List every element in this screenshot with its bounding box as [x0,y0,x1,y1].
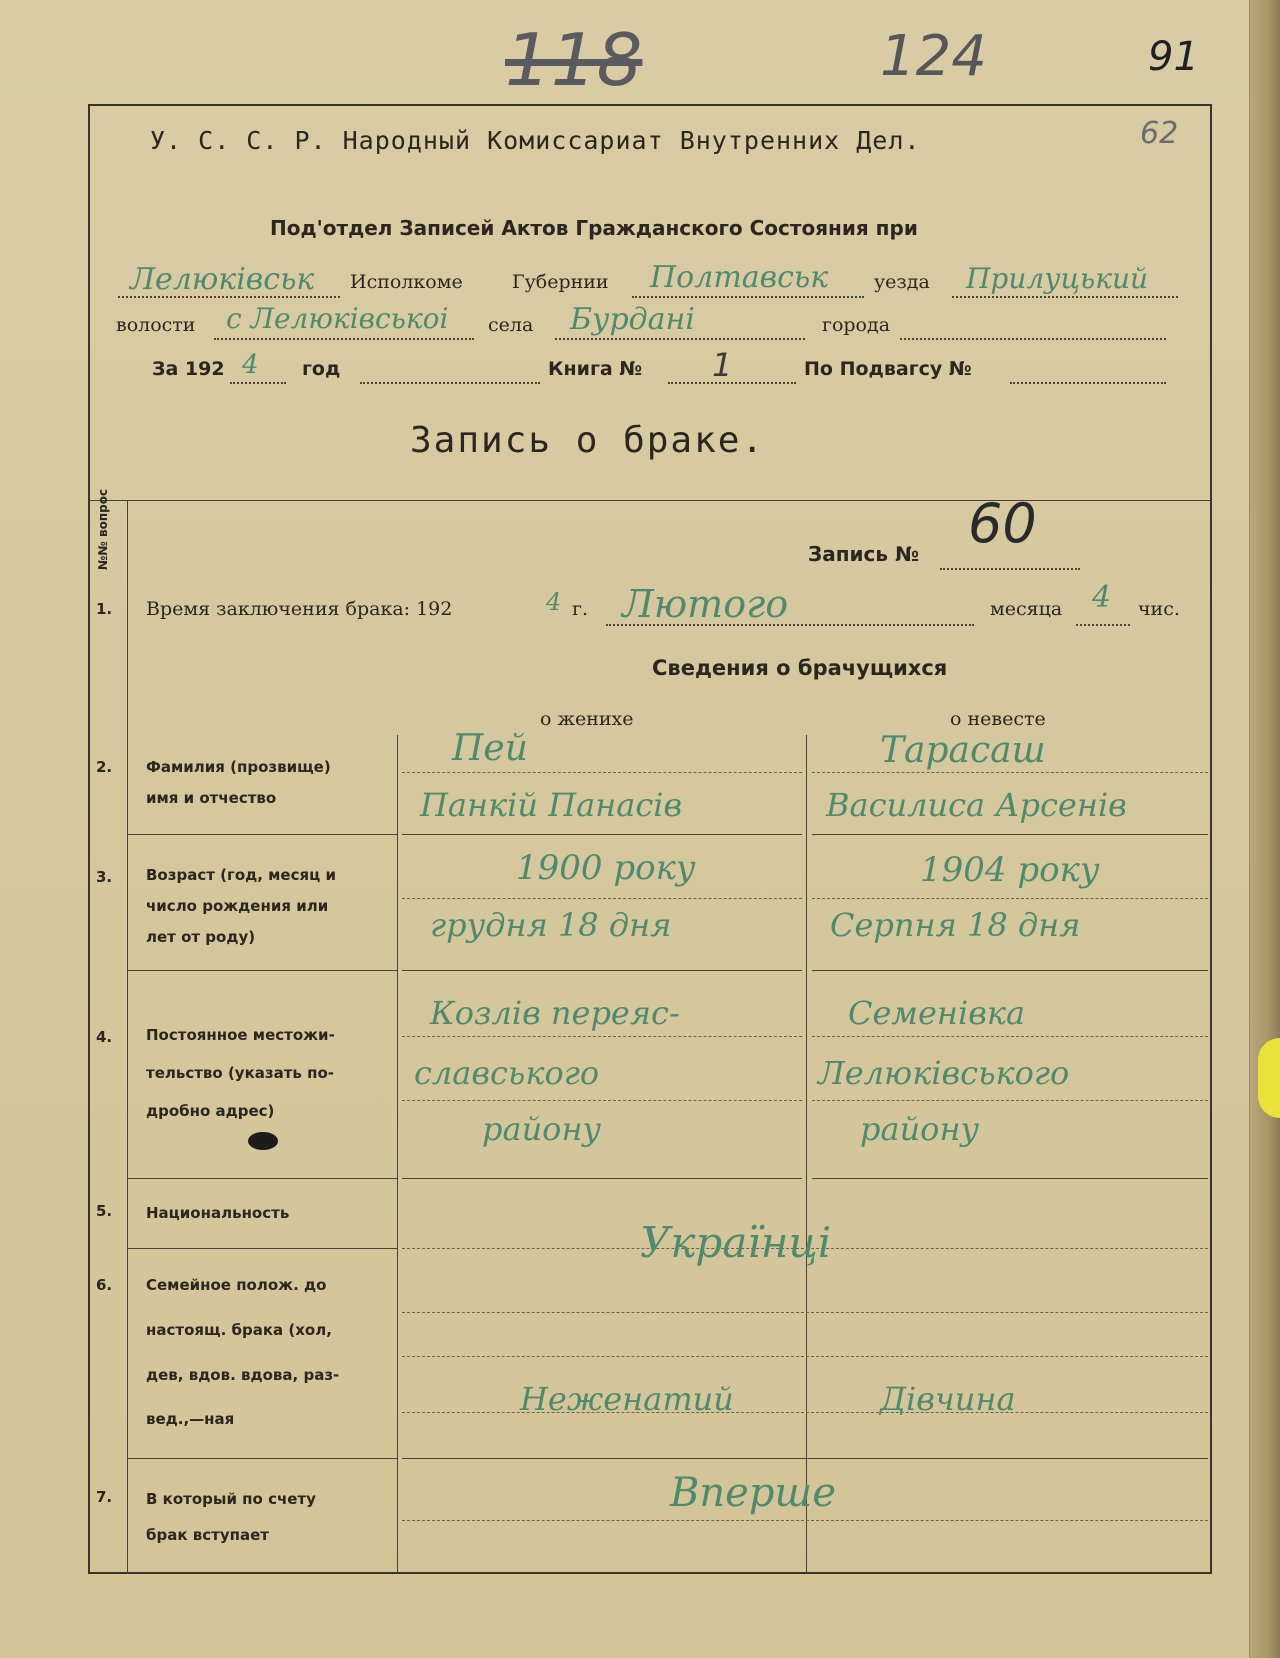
header-ministry: У. С. С. Р. Народный Комиссариат Внутренних Дел. [150,126,921,155]
question-column-header: №№ вопрос [96,488,110,570]
row-label-line: тельство (указать по- [146,1064,335,1082]
bride-birth-day: Серпня 18 дня [830,906,1081,944]
row-label-line: Фамилия (прозвище) [146,758,331,776]
groom-column-header: о женихе [540,708,634,730]
book-label: Книга № [548,358,643,380]
row-label-line: вед.,—ная [146,1410,235,1428]
groom-birth-day: грудня 18 дня [430,906,672,944]
year-suffix: год [302,358,341,380]
section-title: Сведения о брачущихся [652,656,948,680]
book-binding [1249,0,1280,1658]
bride-residence-line: Лелюківського [818,1054,1070,1092]
groom-surname: Пей [452,728,528,769]
row-num: 3. [96,868,113,886]
city-label: города [822,314,891,336]
volost-label: волости [116,314,196,336]
year-value: 4 [242,350,259,380]
province-label: Губернии [512,271,609,293]
groom-residence-line: району [482,1110,602,1148]
groom-birth-year: 1900 року [516,848,696,888]
village-label: села [488,314,534,336]
record-no-label: Запись № [808,542,920,566]
province-value: Полтавськ [650,260,829,295]
row-label-line: число рождения или [146,897,329,915]
bride-residence-line: району [860,1110,980,1148]
archive-number-struck: 118 [505,18,643,102]
row-num: 7. [96,1488,113,1506]
bride-marital-status: Дівчина [880,1380,1016,1418]
q1-num: 1. [96,600,113,618]
q1-month-label: месяца [990,598,1063,620]
q1-label: Время заключения брака: 192 [146,598,453,620]
q1-month-value: Лютого [622,582,789,626]
groom-name: Панкій Панасів [420,786,683,824]
form-title: Запись о браке. [410,420,766,461]
q1-day-value: 4 [1092,580,1112,615]
row-num: 2. [96,758,113,776]
county-value: Прилуцький [966,262,1149,295]
executive-value: Лелюківськ [130,262,315,297]
book-value: 1 [712,346,733,384]
row-label-line: настоящ. брака (хол, [146,1321,332,1339]
marriage-order-value: Вперше [670,1470,836,1516]
row-label-line: имя и отчество [146,789,277,807]
q1-year-value: 4 [546,588,562,616]
row-num: 6. [96,1276,113,1294]
village-value: Бурдані [570,302,695,337]
bride-surname: Тарасаш [880,730,1046,771]
bride-name: Василиса Арсенів [826,786,1127,824]
executive-label: Исполкоме [350,271,463,293]
record-no-value: 60 [968,492,1037,555]
row-label-line: дробно адрес) [146,1102,275,1120]
nationality-value: Українці [640,1218,832,1267]
row-label-line: Национальность [146,1204,290,1222]
q1-day-label: чис. [1138,598,1180,620]
page-mark: 62 [1140,116,1179,151]
row-num: 5. [96,1202,113,1220]
groom-residence-line: славського [414,1054,600,1092]
volost-value: с Лелюківськоі [226,302,449,335]
bride-column-header: о невесте [950,708,1046,730]
row-label-line: дев, вдов. вдова, раз- [146,1366,340,1384]
archive-number-right: 91 [1148,34,1199,80]
row-label-line: Постоянное местожи- [146,1026,335,1044]
archive-number-middle: 124 [880,24,987,89]
row-label-line: брак вступает [146,1526,269,1544]
groom-residence-line: Козлів переяс- [430,994,680,1032]
row-num: 4. [96,1028,113,1046]
row-label-line: лет от роду) [146,928,256,946]
row-label-line: Возраст (год, месяц и [146,866,336,884]
row-label-line: В который по счету [146,1490,316,1508]
bride-residence-line: Семенівка [848,994,1026,1032]
ink-blot [248,1132,278,1150]
subsection-label: По Подвагсу № [804,358,972,380]
year-label: За 192 [152,358,225,380]
q1-g: г. [572,598,588,620]
bride-birth-year: 1904 року [920,850,1100,890]
row-label-line: Семейное полож. до [146,1276,327,1294]
county-label: уезда [874,271,930,293]
yellow-tab [1258,1038,1280,1118]
header-department: Под'отдел Записей Актов Гражданского Состояния при [270,216,918,240]
groom-marital-status: Неженатий [520,1380,734,1418]
